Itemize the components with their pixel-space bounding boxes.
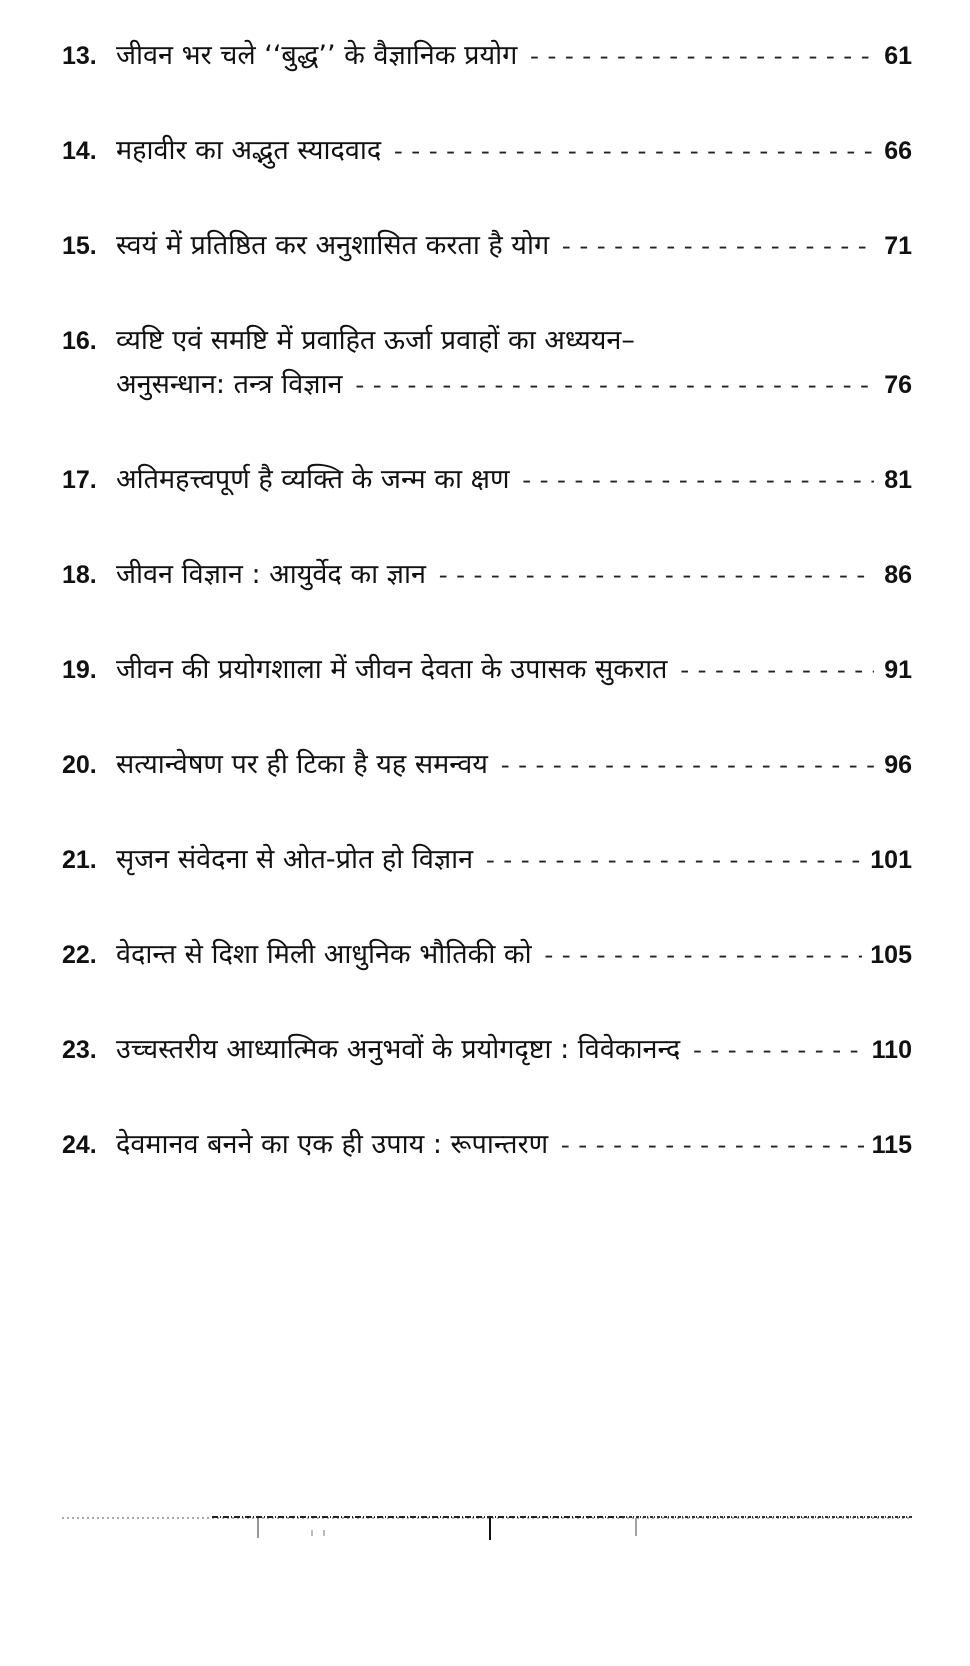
entry-page-number: 101 <box>870 846 912 874</box>
entry-number: 21. <box>62 846 97 874</box>
dot-leader <box>436 560 874 596</box>
toc-line <box>62 652 912 688</box>
toc-line <box>62 133 912 169</box>
toc-line <box>62 1032 912 1068</box>
entry-number: 14. <box>62 137 97 165</box>
toc-entry-21[interactable] <box>62 842 912 878</box>
toc-line <box>62 462 912 498</box>
entry-number: 13. <box>62 42 97 70</box>
toc-entry-22[interactable] <box>62 937 912 973</box>
dot-leader <box>391 136 874 172</box>
entry-page-number: 86 <box>884 561 912 589</box>
dot-leader <box>559 231 874 267</box>
entry-title: सृजन संवेदना से ओत-प्रोत हो विज्ञान <box>116 844 474 875</box>
dot-leader <box>483 845 862 881</box>
entry-title: स्वयं में प्रतिष्ठित कर अनुशासित करता है योग <box>116 230 550 261</box>
dot-leader <box>542 940 863 976</box>
entry-title: महावीर का अद्भुत स्यादवाद <box>116 135 382 166</box>
toc-entry-16[interactable] <box>62 323 912 403</box>
entry-page-number: 66 <box>884 137 912 165</box>
entry-number: 18. <box>62 561 97 589</box>
entry-page-number: 76 <box>884 371 912 399</box>
dot-leader <box>519 465 874 501</box>
toc-entry-23[interactable] <box>62 1032 912 1068</box>
entry-title: जीवन की प्रयोगशाला में जीवन देवता के उपासक सुकरात <box>116 654 668 685</box>
entry-title: उच्चस्तरीय आध्यात्मिक अनुभवों के प्रयोगदृष्टा : विवेकानन्द <box>116 1034 681 1065</box>
toc-line <box>62 228 912 264</box>
toc-line <box>62 842 912 878</box>
entry-number: 15. <box>62 232 97 260</box>
dot-leader <box>690 1035 863 1071</box>
toc-entry-19[interactable] <box>62 652 912 688</box>
entry-title: सत्यान्वेषण पर ही टिका है यह समन्वय <box>116 749 488 780</box>
entry-title: व्यष्टि एवं समष्टि में प्रवाहित ऊर्जा प्रवाहों का अध्ययन– <box>116 325 635 356</box>
dot-leader <box>498 750 874 786</box>
entry-number: 17. <box>62 466 97 494</box>
toc-line <box>62 1127 912 1163</box>
toc-entry-20[interactable] <box>62 747 912 783</box>
toc-entry-13[interactable] <box>62 38 912 74</box>
entry-title: अतिमहत्त्वपूर्ण है व्यक्ति के जन्म का क्षण <box>116 464 510 495</box>
entry-page-number: 110 <box>871 1036 912 1064</box>
entry-page-number: 91 <box>884 656 912 684</box>
toc-line <box>62 937 912 973</box>
dot-leader <box>677 655 874 691</box>
entry-number: 16. <box>62 327 97 355</box>
entry-title-continued: अनुसन्धान: तन्त्र विज्ञान <box>116 369 343 400</box>
entry-title: वेदान्त से दिशा मिली आधुनिक भौतिकी को <box>116 939 532 970</box>
entry-number: 23. <box>62 1036 97 1064</box>
entry-title: जीवन विज्ञान : आयुर्वेद का ज्ञान <box>116 559 426 590</box>
dot-leader <box>558 1130 864 1166</box>
dot-leader <box>353 370 874 406</box>
toc-entry-18[interactable] <box>62 557 912 593</box>
toc-entry-24[interactable] <box>62 1127 912 1163</box>
entry-page-number: 105 <box>870 941 912 969</box>
entry-page-number: 96 <box>884 751 912 779</box>
toc-entry-15[interactable] <box>62 228 912 264</box>
toc-line <box>62 38 912 74</box>
entry-page-number: 71 <box>884 232 912 260</box>
toc-entry-14[interactable] <box>62 133 912 169</box>
entry-page-number: 61 <box>884 42 912 70</box>
toc-entry-17[interactable] <box>62 462 912 498</box>
entry-page-number: 115 <box>871 1131 912 1159</box>
scan-rule-divider <box>62 1510 912 1550</box>
entry-title: देवमानव बनने का एक ही उपाय : रूपान्तरण <box>116 1129 549 1160</box>
entry-title: जीवन भर चले ‘‘बुद्ध’’ के वैज्ञानिक प्रयोग <box>116 40 518 71</box>
entry-number: 19. <box>62 656 97 684</box>
toc-line <box>62 323 912 359</box>
entry-number: 24. <box>62 1131 97 1159</box>
toc-line <box>62 747 912 783</box>
entry-page-number: 81 <box>884 466 912 494</box>
toc-line-continued <box>62 367 912 403</box>
entry-number: 20. <box>62 751 97 779</box>
entry-number: 22. <box>62 941 97 969</box>
toc-line <box>62 557 912 593</box>
dot-leader <box>527 41 874 77</box>
